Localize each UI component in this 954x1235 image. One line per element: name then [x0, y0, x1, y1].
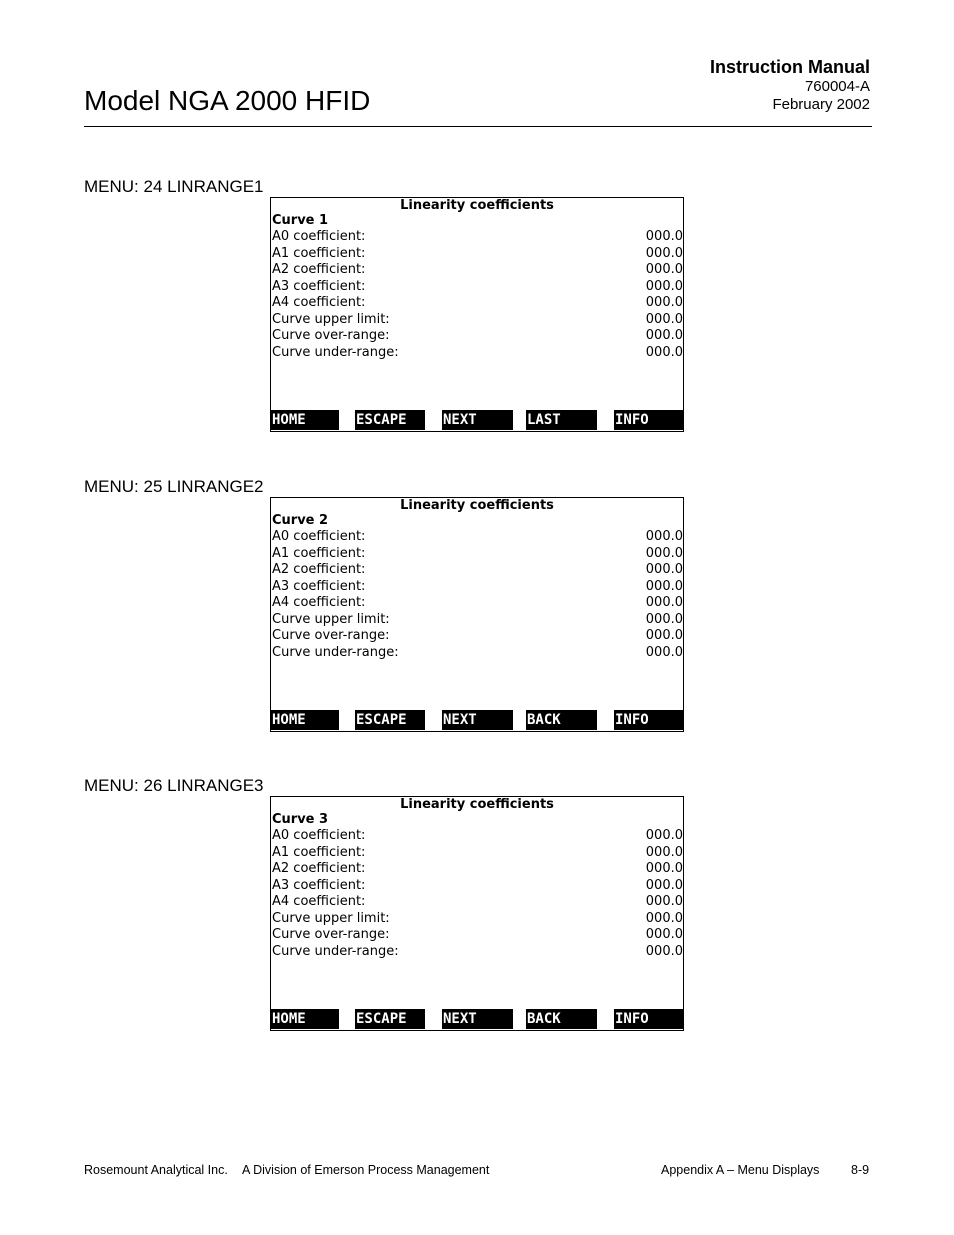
param-label: Curve upper limit:	[272, 911, 390, 926]
param-row	[272, 911, 683, 927]
param-row	[272, 595, 683, 611]
param-row	[272, 562, 683, 578]
document-number: 760004-A	[804, 78, 870, 95]
param-label: A3 coefficient:	[272, 279, 366, 294]
back-softkey[interactable]: BACK	[526, 1009, 597, 1029]
param-label: A4 coefficient:	[272, 595, 366, 610]
screen-title: Linearity coefficients	[400, 498, 554, 513]
param-label: Curve over-range:	[272, 927, 390, 942]
softkey-bar	[271, 710, 683, 730]
param-value: 000.0	[645, 562, 683, 577]
param-row	[272, 295, 683, 311]
header-right	[710, 56, 870, 114]
param-value: 000.0	[645, 845, 683, 860]
param-value: 000.0	[645, 579, 683, 594]
param-value: 000.0	[645, 229, 683, 244]
last-softkey[interactable]: LAST	[526, 410, 597, 430]
footer-division: A Division of Emerson Process Management	[242, 1163, 490, 1177]
escape-softkey[interactable]: ESCAPE	[355, 710, 425, 730]
next-softkey[interactable]: NEXT	[442, 1009, 513, 1029]
param-row	[272, 628, 683, 644]
param-label: A1 coefficient:	[272, 845, 366, 860]
param-row	[272, 262, 683, 278]
param-row	[272, 927, 683, 943]
escape-softkey[interactable]: ESCAPE	[355, 1009, 425, 1029]
softkey-bar	[271, 1009, 683, 1029]
param-label: Curve over-range:	[272, 628, 390, 643]
escape-softkey[interactable]: ESCAPE	[355, 410, 425, 430]
next-softkey[interactable]: NEXT	[442, 410, 513, 430]
param-row	[272, 612, 683, 628]
param-value: 000.0	[645, 595, 683, 610]
home-softkey[interactable]: HOME	[271, 1009, 339, 1029]
softkey-bar	[271, 410, 683, 430]
curve-label: Curve 3	[272, 812, 329, 827]
param-label: Curve under-range:	[272, 944, 399, 959]
info-softkey[interactable]: INFO	[614, 1009, 683, 1029]
param-label: A0 coefficient:	[272, 229, 366, 244]
param-row	[272, 279, 683, 295]
document-title: Model NGA 2000 HFID	[84, 85, 371, 116]
footer-company: Rosemount Analytical Inc.	[84, 1163, 228, 1177]
param-value: 000.0	[645, 894, 683, 909]
param-row	[272, 229, 683, 245]
param-label: A2 coefficient:	[272, 861, 366, 876]
next-softkey[interactable]: NEXT	[442, 710, 513, 730]
lcd-screen-linrange1	[270, 197, 684, 432]
param-row	[272, 944, 683, 960]
param-label: A0 coefficient:	[272, 828, 366, 843]
param-value: 000.0	[645, 944, 683, 959]
param-label: A2 coefficient:	[272, 262, 366, 277]
param-value: 000.0	[645, 345, 683, 360]
param-value: 000.0	[645, 628, 683, 643]
header-divider	[84, 126, 872, 127]
screen-title: Linearity coefficients	[400, 198, 554, 213]
param-value: 000.0	[645, 927, 683, 942]
param-row	[272, 645, 683, 661]
param-value: 000.0	[645, 312, 683, 327]
param-row	[272, 345, 683, 361]
param-label: A2 coefficient:	[272, 562, 366, 577]
param-value: 000.0	[645, 262, 683, 277]
param-value: 000.0	[645, 328, 683, 343]
param-label: A0 coefficient:	[272, 529, 366, 544]
info-softkey[interactable]: INFO	[614, 710, 683, 730]
param-label: A1 coefficient:	[272, 546, 366, 561]
param-label: Curve under-range:	[272, 645, 399, 660]
param-value: 000.0	[645, 612, 683, 627]
screen-title: Linearity coefficients	[400, 797, 554, 812]
param-row	[272, 579, 683, 595]
param-label: Curve under-range:	[272, 345, 399, 360]
param-row	[272, 312, 683, 328]
param-value: 000.0	[645, 246, 683, 261]
param-label: Curve upper limit:	[272, 312, 390, 327]
manual-label: Instruction Manual	[709, 57, 870, 77]
param-row	[272, 878, 683, 894]
param-label: A4 coefficient:	[272, 894, 366, 909]
param-label: A4 coefficient:	[272, 295, 366, 310]
lcd-screen-linrange2	[270, 497, 684, 732]
param-value: 000.0	[645, 828, 683, 843]
param-value: 000.0	[645, 861, 683, 876]
curve-label: Curve 1	[272, 213, 329, 228]
param-label: Curve upper limit:	[272, 612, 390, 627]
curve-label: Curve 2	[272, 513, 329, 528]
param-row	[272, 861, 683, 877]
info-softkey[interactable]: INFO	[614, 410, 683, 430]
param-value: 000.0	[645, 911, 683, 926]
param-value: 000.0	[645, 279, 683, 294]
param-row	[272, 529, 683, 545]
param-row	[272, 828, 683, 844]
param-value: 000.0	[645, 546, 683, 561]
document-date: February 2002	[772, 96, 870, 113]
home-softkey[interactable]: HOME	[271, 710, 339, 730]
page-number: 8-9	[851, 1163, 870, 1177]
menu-label-linrange2: MENU: 25 LINRANGE2	[84, 477, 264, 496]
param-label: A1 coefficient:	[272, 246, 366, 261]
param-value: 000.0	[645, 878, 683, 893]
param-row	[272, 546, 683, 562]
param-row	[272, 246, 683, 262]
param-value: 000.0	[645, 645, 683, 660]
param-row	[272, 894, 683, 910]
home-softkey[interactable]: HOME	[271, 410, 339, 430]
param-value: 000.0	[645, 295, 683, 310]
param-label: A3 coefficient:	[272, 579, 366, 594]
menu-label-linrange3: MENU: 26 LINRANGE3	[84, 776, 264, 795]
menu-label-linrange1: MENU: 24 LINRANGE1	[84, 177, 264, 196]
footer-section: Appendix A – Menu Displays	[661, 1163, 820, 1177]
param-label: A3 coefficient:	[272, 878, 366, 893]
back-softkey[interactable]: BACK	[526, 710, 597, 730]
param-value: 000.0	[645, 529, 683, 544]
param-row	[272, 328, 683, 344]
param-label: Curve over-range:	[272, 328, 390, 343]
lcd-screen-linrange3	[270, 796, 684, 1031]
param-row	[272, 845, 683, 861]
